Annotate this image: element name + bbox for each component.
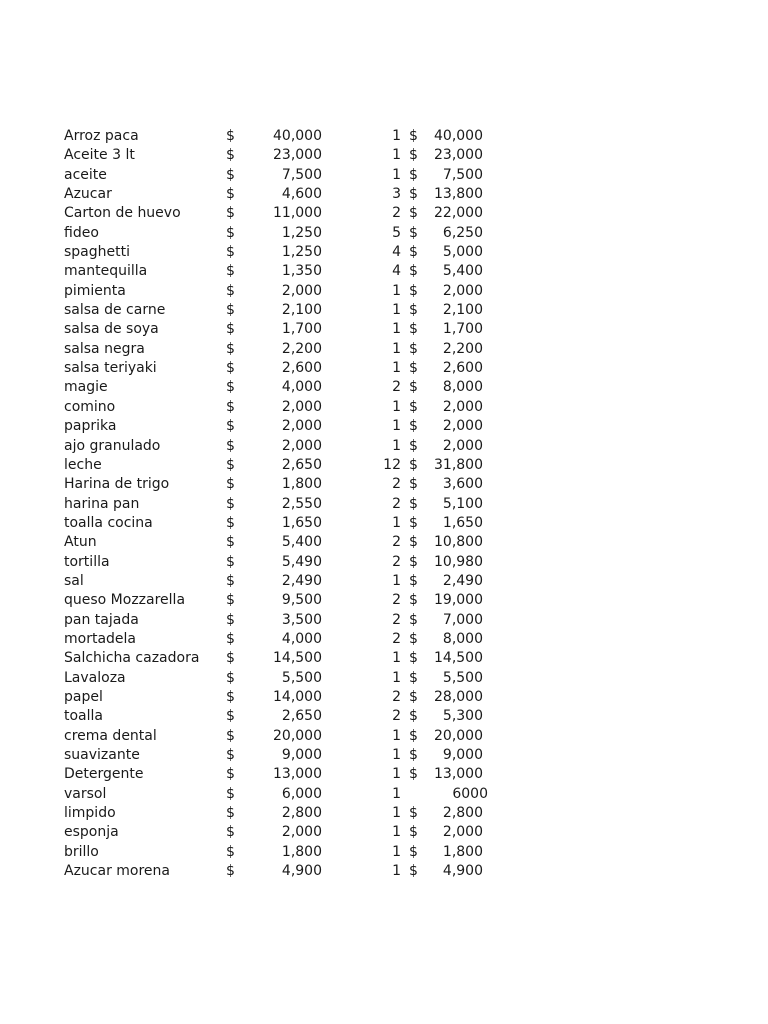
price-currency-cell: $: [226, 418, 235, 435]
quantity-cell: 5: [392, 224, 401, 241]
item-name-cell: suavizante: [64, 747, 140, 763]
price-currency-cell: $: [226, 785, 235, 802]
quantity-cell: 1: [392, 843, 401, 860]
price-currency-cell: $: [226, 128, 235, 144]
item-name-cell: Detergente: [64, 766, 144, 783]
table-row: [0, 166, 768, 185]
table-row: [0, 243, 768, 262]
quantity-cell: 1: [392, 727, 401, 744]
total-currency-cell: $: [409, 340, 418, 357]
total-cell: 19,000: [434, 592, 483, 609]
price-currency-cell: $: [226, 340, 235, 357]
total-currency-cell: $: [409, 824, 418, 841]
price-currency-cell: $: [226, 244, 235, 261]
total-currency-cell: $: [409, 495, 418, 512]
total-currency-cell: $: [409, 476, 418, 493]
unit-price-cell: 20,000: [273, 727, 322, 744]
table-row: [0, 688, 768, 707]
total-currency-cell: $: [409, 398, 418, 415]
table-row: [0, 591, 768, 610]
item-name-cell: Azucar morena: [64, 863, 170, 880]
item-name-cell: ajo granulado: [64, 437, 161, 454]
total-currency-cell: $: [409, 630, 418, 647]
total-currency-cell: $: [409, 418, 418, 435]
price-currency-cell: $: [226, 147, 235, 164]
item-name-cell: Harina de trigo: [64, 476, 170, 493]
item-name-cell: mortadela: [64, 630, 136, 647]
unit-price-cell: 2,600: [281, 360, 322, 377]
price-currency-cell: $: [226, 205, 235, 222]
item-name-cell: Arroz paca: [64, 128, 139, 144]
total-currency-cell: $: [409, 186, 418, 203]
quantity-cell: 1: [392, 572, 401, 589]
price-currency-cell: $: [226, 669, 235, 686]
quantity-cell: 1: [392, 747, 401, 763]
total-cell: 9,000: [442, 747, 483, 763]
price-currency-cell: $: [226, 630, 235, 647]
table-row: [0, 804, 768, 823]
total-cell: 2,200: [442, 340, 483, 357]
table-row: [0, 765, 768, 784]
quantity-cell: 1: [392, 166, 401, 183]
total-currency-cell: $: [409, 843, 418, 860]
quantity-cell: 1: [392, 418, 401, 435]
unit-price-cell: 2,800: [281, 805, 322, 822]
table-row: [0, 204, 768, 223]
item-name-cell: Salchicha cazadora: [64, 650, 200, 667]
total-currency-cell: $: [409, 650, 418, 667]
price-currency-cell: $: [226, 476, 235, 493]
total-currency-cell: $: [409, 128, 418, 144]
total-currency-cell: $: [409, 611, 418, 628]
price-currency-cell: $: [226, 321, 235, 338]
quantity-cell: 1: [392, 437, 401, 454]
item-name-cell: varsol: [64, 785, 107, 802]
table-row: [0, 533, 768, 552]
quantity-cell: 12: [383, 456, 401, 473]
unit-price-cell: 11,000: [273, 205, 322, 222]
table-row: [0, 127, 768, 146]
item-name-cell: brillo: [64, 843, 99, 860]
price-currency-cell: $: [226, 727, 235, 744]
price-currency-cell: $: [226, 166, 235, 183]
item-name-cell: salsa de carne: [64, 302, 166, 319]
quantity-cell: 1: [392, 398, 401, 415]
table-row: [0, 398, 768, 417]
quantity-cell: 4: [392, 244, 401, 261]
table-row: [0, 746, 768, 765]
price-currency-cell: $: [226, 186, 235, 203]
price-currency-cell: $: [226, 863, 235, 880]
table-row: [0, 727, 768, 746]
price-currency-cell: $: [226, 224, 235, 241]
total-currency-cell: $: [409, 244, 418, 261]
unit-price-cell: 4,900: [281, 863, 322, 880]
quantity-cell: 1: [392, 321, 401, 338]
total-currency-cell: $: [409, 514, 418, 531]
quantity-cell: 2: [392, 553, 401, 570]
quantity-cell: 1: [392, 863, 401, 880]
quantity-cell: 1: [392, 650, 401, 667]
unit-price-cell: 1,350: [281, 263, 322, 280]
total-cell: 5,000: [442, 244, 483, 261]
item-name-cell: salsa negra: [64, 340, 145, 357]
item-name-cell: queso Mozzarella: [64, 592, 186, 609]
unit-price-cell: 2,000: [281, 824, 322, 841]
table-row: [0, 185, 768, 204]
total-cell: 2,100: [442, 302, 483, 319]
price-currency-cell: $: [226, 514, 235, 531]
unit-price-cell: 14,000: [273, 688, 322, 705]
shopping-list-table: [0, 127, 768, 881]
unit-price-cell: 1,800: [281, 843, 322, 860]
item-name-cell: mantequilla: [64, 263, 148, 280]
price-currency-cell: $: [226, 398, 235, 415]
unit-price-cell: 3,500: [281, 611, 322, 628]
total-cell: 31,800: [434, 456, 483, 473]
total-cell: 22,000: [434, 205, 483, 222]
price-currency-cell: $: [226, 611, 235, 628]
price-currency-cell: $: [226, 650, 235, 667]
total-cell: 2,000: [442, 824, 483, 841]
price-currency-cell: $: [226, 824, 235, 841]
item-name-cell: pimienta: [64, 282, 126, 299]
quantity-cell: 1: [392, 805, 401, 822]
total-cell: 2,800: [442, 805, 483, 822]
table-row: [0, 456, 768, 475]
item-name-cell: toalla: [64, 708, 103, 725]
table-row: [0, 282, 768, 301]
table-row: [0, 320, 768, 339]
table-row: [0, 437, 768, 456]
total-currency-cell: $: [409, 282, 418, 299]
unit-price-cell: 5,490: [281, 553, 322, 570]
total-currency-cell: $: [409, 688, 418, 705]
item-name-cell: papel: [64, 688, 103, 705]
total-currency-cell: $: [409, 553, 418, 570]
total-currency-cell: $: [409, 863, 418, 880]
total-currency-cell: $: [409, 360, 418, 377]
price-currency-cell: $: [226, 805, 235, 822]
total-cell: 10,800: [434, 534, 483, 551]
total-cell: 2,490: [442, 572, 483, 589]
price-currency-cell: $: [226, 688, 235, 705]
unit-price-cell: 2,550: [281, 495, 322, 512]
price-currency-cell: $: [226, 379, 235, 396]
table-row: [0, 630, 768, 649]
total-cell: 20,000: [434, 727, 483, 744]
quantity-cell: 1: [392, 340, 401, 357]
quantity-cell: 1: [392, 514, 401, 531]
total-cell: 4,900: [442, 863, 483, 880]
quantity-cell: 2: [392, 476, 401, 493]
total-currency-cell: $: [409, 437, 418, 454]
table-row: [0, 359, 768, 378]
total-currency-cell: $: [409, 379, 418, 396]
unit-price-cell: 2,000: [281, 282, 322, 299]
price-currency-cell: $: [226, 592, 235, 609]
total-cell: 5,400: [442, 263, 483, 280]
unit-price-cell: 6,000: [281, 785, 322, 802]
quantity-cell: 2: [392, 534, 401, 551]
table-row: [0, 301, 768, 320]
quantity-cell: 1: [392, 669, 401, 686]
unit-price-cell: 2,490: [281, 572, 322, 589]
table-row: [0, 862, 768, 881]
unit-price-cell: 1,250: [281, 244, 322, 261]
item-name-cell: spaghetti: [64, 244, 131, 261]
unit-price-cell: 4,600: [281, 186, 322, 203]
price-currency-cell: $: [226, 302, 235, 319]
quantity-cell: 2: [392, 592, 401, 609]
quantity-cell: 1: [392, 785, 401, 802]
total-cell: 2,000: [442, 282, 483, 299]
total-cell: 2,000: [442, 398, 483, 415]
total-cell: 2,600: [442, 360, 483, 377]
unit-price-cell: 2,650: [281, 456, 322, 473]
unit-price-cell: 1,650: [281, 514, 322, 531]
total-cell: 5,300: [442, 708, 483, 725]
item-name-cell: Azucar: [64, 186, 112, 203]
quantity-cell: 3: [392, 186, 401, 203]
table-row: [0, 707, 768, 726]
price-currency-cell: $: [226, 534, 235, 551]
total-currency-cell: $: [409, 147, 418, 164]
item-name-cell: limpido: [64, 805, 116, 822]
unit-price-cell: 14,500: [273, 650, 322, 667]
total-currency-cell: $: [409, 456, 418, 473]
quantity-cell: 2: [392, 205, 401, 222]
table-row: [0, 224, 768, 243]
item-name-cell: Lavaloza: [64, 669, 126, 686]
price-currency-cell: $: [226, 495, 235, 512]
total-currency-cell: $: [409, 805, 418, 822]
unit-price-cell: 40,000: [273, 128, 322, 144]
unit-price-cell: 23,000: [273, 147, 322, 164]
total-cell: 7,500: [442, 166, 483, 183]
quantity-cell: 4: [392, 263, 401, 280]
price-currency-cell: $: [226, 766, 235, 783]
quantity-cell: 1: [392, 766, 401, 783]
unit-price-cell: 2,200: [281, 340, 322, 357]
table-row: [0, 146, 768, 165]
table-row: [0, 649, 768, 668]
quantity-cell: 1: [392, 302, 401, 319]
item-name-cell: paprika: [64, 418, 117, 435]
total-currency-cell: $: [409, 302, 418, 319]
table-row: [0, 378, 768, 397]
unit-price-cell: 2,000: [281, 437, 322, 454]
quantity-cell: 2: [392, 708, 401, 725]
total-cell: 13,800: [434, 186, 483, 203]
unit-price-cell: 7,500: [281, 166, 322, 183]
total-cell: 13,000: [434, 766, 483, 783]
total-cell: 6000: [452, 785, 488, 802]
quantity-cell: 1: [392, 128, 401, 144]
table-row: [0, 823, 768, 842]
item-name-cell: magie: [64, 379, 108, 396]
item-name-cell: Atun: [64, 534, 97, 551]
table-row: [0, 514, 768, 533]
unit-price-cell: 4,000: [281, 630, 322, 647]
total-currency-cell: $: [409, 321, 418, 338]
price-currency-cell: $: [226, 456, 235, 473]
total-cell: 8,000: [442, 630, 483, 647]
quantity-cell: 1: [392, 147, 401, 164]
total-cell: 7,000: [442, 611, 483, 628]
unit-price-cell: 5,400: [281, 534, 322, 551]
quantity-cell: 1: [392, 824, 401, 841]
unit-price-cell: 2,650: [281, 708, 322, 725]
item-name-cell: Aceite 3 lt: [64, 147, 135, 164]
unit-price-cell: 2,000: [281, 398, 322, 415]
price-currency-cell: $: [226, 437, 235, 454]
item-name-cell: toalla cocina: [64, 514, 153, 531]
table-row: [0, 572, 768, 591]
table-row: [0, 785, 768, 804]
price-currency-cell: $: [226, 572, 235, 589]
quantity-cell: 2: [392, 688, 401, 705]
total-cell: 14,500: [434, 650, 483, 667]
quantity-cell: 2: [392, 611, 401, 628]
total-cell: 28,000: [434, 688, 483, 705]
total-cell: 6,250: [442, 224, 483, 241]
total-currency-cell: $: [409, 592, 418, 609]
item-name-cell: salsa teriyaki: [64, 360, 157, 377]
price-currency-cell: $: [226, 282, 235, 299]
total-cell: 23,000: [434, 147, 483, 164]
total-currency-cell: $: [409, 727, 418, 744]
unit-price-cell: 4,000: [281, 379, 322, 396]
quantity-cell: 2: [392, 379, 401, 396]
total-currency-cell: $: [409, 205, 418, 222]
item-name-cell: fideo: [64, 224, 99, 241]
quantity-cell: 2: [392, 495, 401, 512]
total-cell: 40,000: [434, 128, 483, 144]
total-currency-cell: $: [409, 766, 418, 783]
total-cell: 5,500: [442, 669, 483, 686]
price-currency-cell: $: [226, 747, 235, 763]
total-currency-cell: $: [409, 263, 418, 280]
unit-price-cell: 9,000: [281, 747, 322, 763]
total-cell: 3,600: [442, 476, 483, 493]
total-cell: 2,000: [442, 437, 483, 454]
total-cell: 10,980: [434, 553, 483, 570]
item-name-cell: leche: [64, 456, 102, 473]
item-name-cell: sal: [64, 572, 84, 589]
table-row: [0, 611, 768, 630]
unit-price-cell: 1,800: [281, 476, 322, 493]
total-cell: 2,000: [442, 418, 483, 435]
unit-price-cell: 1,700: [281, 321, 322, 338]
price-currency-cell: $: [226, 360, 235, 377]
table-row: [0, 417, 768, 436]
price-currency-cell: $: [226, 263, 235, 280]
item-name-cell: pan tajada: [64, 611, 139, 628]
price-currency-cell: $: [226, 553, 235, 570]
item-name-cell: Carton de huevo: [64, 205, 181, 222]
table-row: [0, 843, 768, 862]
total-currency-cell: $: [409, 708, 418, 725]
item-name-cell: salsa de soya: [64, 321, 159, 338]
unit-price-cell: 9,500: [281, 592, 322, 609]
unit-price-cell: 5,500: [281, 669, 322, 686]
item-name-cell: crema dental: [64, 727, 157, 744]
item-name-cell: tortilla: [64, 553, 110, 570]
total-cell: 5,100: [442, 495, 483, 512]
item-name-cell: comino: [64, 398, 116, 415]
unit-price-cell: 1,250: [281, 224, 322, 241]
unit-price-cell: 2,100: [281, 302, 322, 319]
total-currency-cell: $: [409, 224, 418, 241]
table-row: [0, 669, 768, 688]
item-name-cell: harina pan: [64, 495, 140, 512]
price-currency-cell: $: [226, 708, 235, 725]
price-currency-cell: $: [226, 843, 235, 860]
table-row: [0, 475, 768, 494]
unit-price-cell: 2,000: [281, 418, 322, 435]
item-name-cell: esponja: [64, 824, 119, 841]
total-currency-cell: $: [409, 572, 418, 589]
total-cell: 1,650: [442, 514, 483, 531]
table-row: [0, 340, 768, 359]
total-cell: 1,700: [442, 321, 483, 338]
unit-price-cell: 13,000: [273, 766, 322, 783]
total-currency-cell: $: [409, 669, 418, 686]
total-cell: 1,800: [442, 843, 483, 860]
quantity-cell: 1: [392, 360, 401, 377]
total-currency-cell: $: [409, 534, 418, 551]
item-name-cell: aceite: [64, 166, 107, 183]
table-row: [0, 262, 768, 281]
table-row: [0, 495, 768, 514]
quantity-cell: 2: [392, 630, 401, 647]
quantity-cell: 1: [392, 282, 401, 299]
total-cell: 8,000: [442, 379, 483, 396]
table-row: [0, 553, 768, 572]
total-currency-cell: $: [409, 166, 418, 183]
total-currency-cell: $: [409, 747, 418, 763]
